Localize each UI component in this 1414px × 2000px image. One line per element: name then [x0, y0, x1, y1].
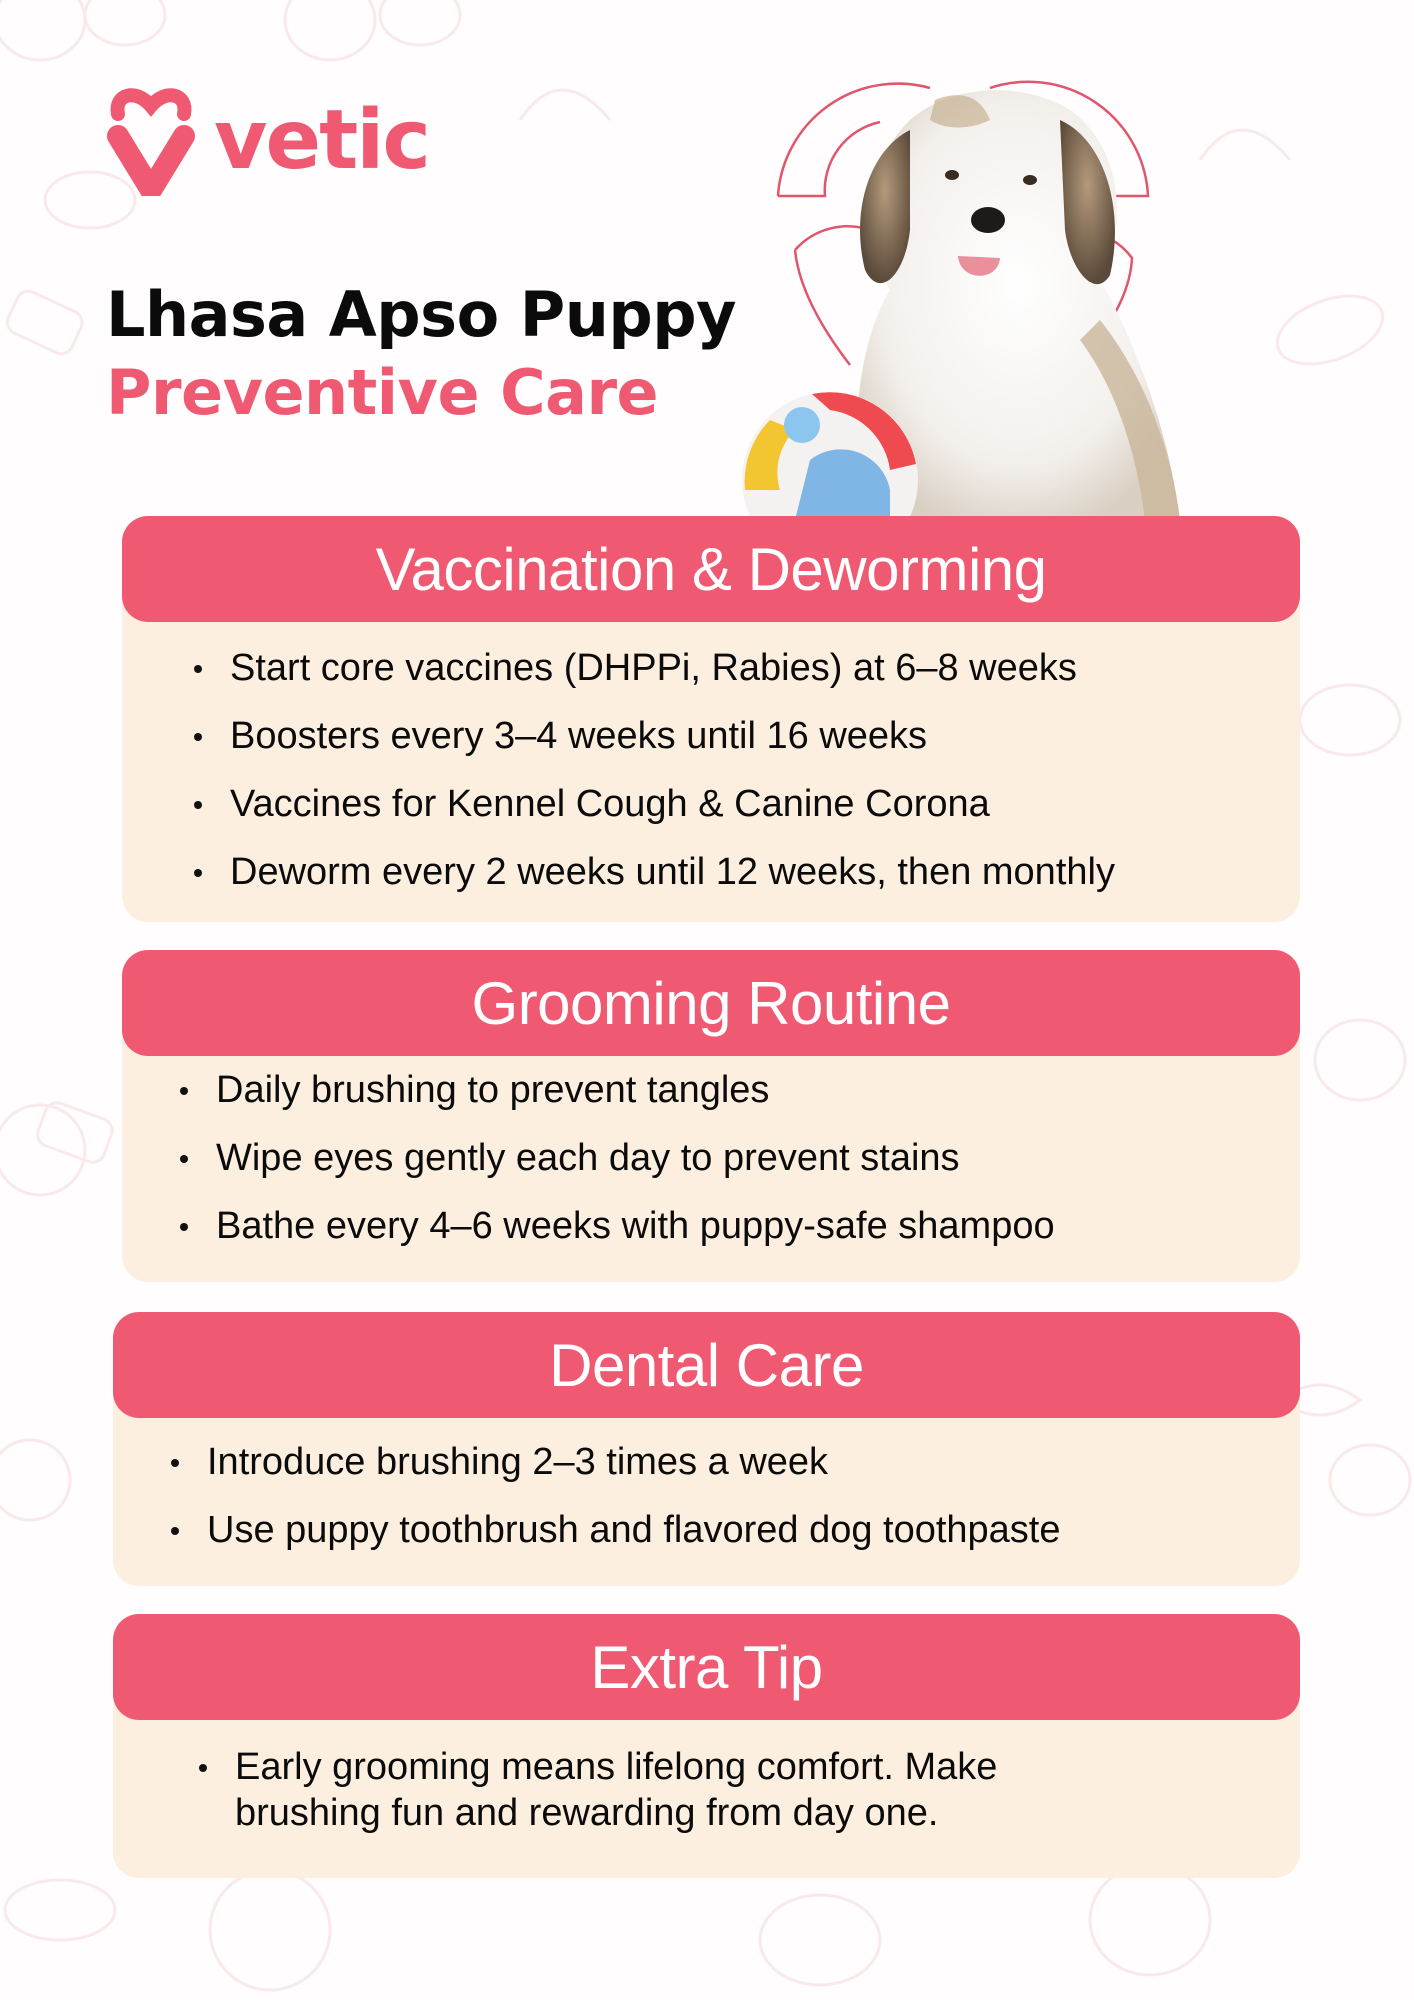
brand-name: vetic: [214, 93, 429, 188]
list-item: Bathe every 4–6 weeks with puppy-safe shampoo: [180, 1192, 1055, 1260]
list-item: Introduce brushing 2–3 times a week: [171, 1428, 1061, 1496]
list-item: Boosters every 3–4 weeks until 16 weeks: [194, 702, 1115, 770]
section-extra-tip: [113, 1614, 1300, 1878]
list-item: Early grooming means lifelong comfort. Make brushing fun and rewarding from day one.: [199, 1744, 1019, 1836]
puppy-photo: [740, 60, 1220, 520]
heart-v-icon: [106, 86, 196, 196]
section-list: [199, 1744, 1019, 1836]
vetic-logo: [106, 86, 429, 196]
list-item: Start core vaccines (DHPPi, Rabies) at 6–8 weeks: [194, 634, 1115, 702]
list-item: Vaccines for Kennel Cough & Canine Corona: [194, 770, 1115, 838]
title-line-breed: Lhasa Apso Puppy: [106, 278, 737, 351]
section-heading: Grooming Routine: [122, 950, 1300, 1056]
page-title: [106, 276, 736, 432]
list-item: Wipe eyes gently each day to prevent stains: [180, 1124, 1055, 1192]
section-list: [171, 1428, 1061, 1564]
section-vaccination-deworming: [122, 516, 1300, 922]
section-heading: Dental Care: [113, 1312, 1300, 1418]
list-item: Daily brushing to prevent tangles: [180, 1056, 1055, 1124]
section-grooming-routine: [122, 950, 1300, 1282]
list-item: Use puppy toothbrush and flavored dog toothpaste: [171, 1496, 1061, 1564]
section-list: [194, 634, 1115, 906]
section-dental-care: [113, 1312, 1300, 1586]
section-heading: Vaccination & Deworming: [122, 516, 1300, 622]
title-line-subtitle: Preventive Care: [106, 356, 659, 429]
list-item: Deworm every 2 weeks until 12 weeks, then monthly: [194, 838, 1115, 906]
section-heading: Extra Tip: [113, 1614, 1300, 1720]
section-list: [180, 1056, 1055, 1260]
